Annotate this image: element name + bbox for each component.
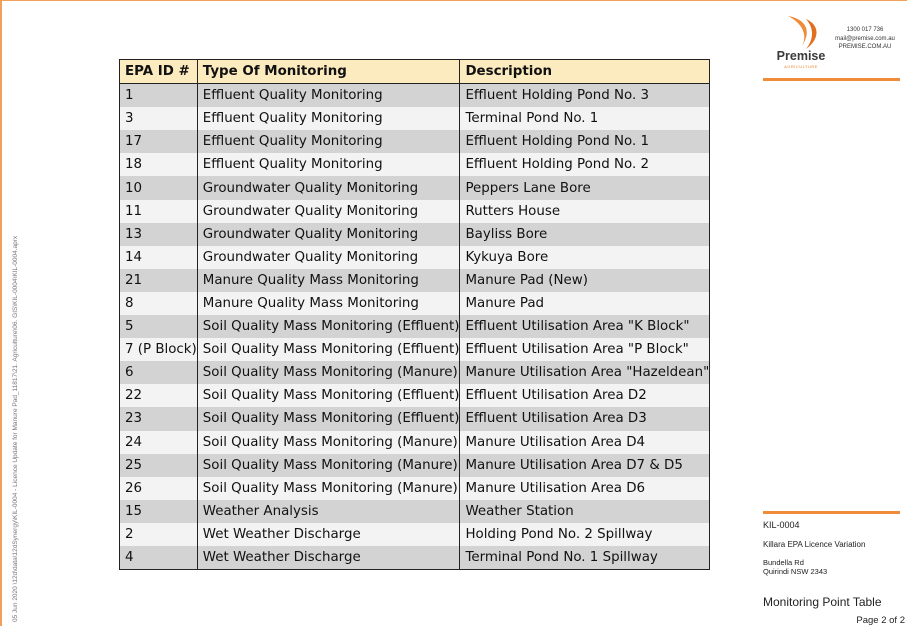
cell-type-of-monitoring: Soil Quality Mass Monitoring (Manure) (197, 477, 460, 500)
cell-epa-id: 3 (120, 107, 198, 130)
cell-description: Weather Station (460, 500, 710, 523)
cell-epa-id: 23 (120, 407, 198, 430)
monitoring-point-table (119, 59, 710, 570)
logo-sub-text: AGRICULTURE (784, 64, 818, 69)
table-row (120, 246, 710, 269)
cell-type-of-monitoring: Effluent Quality Monitoring (197, 130, 460, 153)
table-row (120, 500, 710, 523)
cell-type-of-monitoring: Soil Quality Mass Monitoring (Effluent) (197, 338, 460, 361)
cell-description: Manure Utilisation Area D7 & D5 (460, 454, 710, 477)
table-row (120, 84, 710, 108)
header-description: Description (460, 60, 710, 84)
table-row (120, 384, 710, 407)
cell-epa-id: 25 (120, 454, 198, 477)
contact-web: PREMISE.COM.AU (838, 44, 892, 50)
info-divider (763, 511, 900, 514)
table-row (120, 454, 710, 477)
logo-brand-text: Premise (776, 49, 826, 63)
cell-epa-id: 22 (120, 384, 198, 407)
table-row (120, 477, 710, 500)
cell-epa-id: 26 (120, 477, 198, 500)
cell-description: Manure Utilisation Area "Hazeldean" (460, 361, 710, 384)
cell-epa-id: 24 (120, 431, 198, 454)
table-header-row (120, 60, 710, 84)
cell-description: Bayliss Bore (460, 223, 710, 246)
contact-block (826, 26, 904, 52)
cell-description: Rutters House (460, 200, 710, 223)
table-row (120, 523, 710, 546)
cell-type-of-monitoring: Wet Weather Discharge (197, 546, 460, 570)
cell-description: Effluent Utilisation Area "P Block" (460, 338, 710, 361)
cell-type-of-monitoring: Soil Quality Mass Monitoring (Manure) (197, 361, 460, 384)
project-code: KIL-0004 (763, 520, 800, 530)
cell-type-of-monitoring: Effluent Quality Monitoring (197, 84, 460, 108)
cell-type-of-monitoring: Soil Quality Mass Monitoring (Manure) (197, 431, 460, 454)
cell-description: Effluent Utilisation Area "K Block" (460, 315, 710, 338)
table-row (120, 407, 710, 430)
table-row (120, 223, 710, 246)
cell-type-of-monitoring: Groundwater Quality Monitoring (197, 246, 460, 269)
table-row (120, 431, 710, 454)
table-row (120, 315, 710, 338)
cell-description: Effluent Holding Pond No. 2 (460, 153, 710, 176)
table-row (120, 361, 710, 384)
cell-epa-id: 6 (120, 361, 198, 384)
cell-description: Kykuya Bore (460, 246, 710, 269)
cell-type-of-monitoring: Manure Quality Mass Monitoring (197, 292, 460, 315)
cell-description: Terminal Pond No. 1 (460, 107, 710, 130)
cell-description: Effluent Utilisation Area D2 (460, 384, 710, 407)
cell-epa-id: 2 (120, 523, 198, 546)
cell-epa-id: 15 (120, 500, 198, 523)
table-row (120, 338, 710, 361)
address-line-1: Bundella Rd (763, 558, 804, 567)
cell-description: Terminal Pond No. 1 Spillway (460, 546, 710, 570)
cell-epa-id: 11 (120, 200, 198, 223)
page-number: Page 2 of 2 (856, 615, 905, 626)
cell-epa-id: 13 (120, 223, 198, 246)
cell-epa-id: 21 (120, 269, 198, 292)
cell-type-of-monitoring: Groundwater Quality Monitoring (197, 200, 460, 223)
cell-type-of-monitoring: Soil Quality Mass Monitoring (Manure) (197, 454, 460, 477)
table-row (120, 269, 710, 292)
cell-epa-id: 17 (120, 130, 198, 153)
cell-type-of-monitoring: Effluent Quality Monitoring (197, 153, 460, 176)
cell-epa-id: 1 (120, 84, 198, 108)
cell-type-of-monitoring: Groundwater Quality Monitoring (197, 223, 460, 246)
table-row (120, 153, 710, 176)
cell-type-of-monitoring: Wet Weather Discharge (197, 523, 460, 546)
cell-epa-id: 7 (P Block) (120, 338, 198, 361)
contact-phone: 1300 017 736 (846, 27, 884, 33)
cell-description: Holding Pond No. 2 Spillway (460, 523, 710, 546)
cell-description: Effluent Holding Pond No. 3 (460, 84, 710, 108)
project-name: Killara EPA Licence Variation (763, 540, 866, 549)
cell-description: Manure Utilisation Area D6 (460, 477, 710, 500)
table-row (120, 176, 710, 199)
cell-description: Effluent Holding Pond No. 1 (460, 130, 710, 153)
header-divider (763, 78, 900, 81)
cell-type-of-monitoring: Effluent Quality Monitoring (197, 107, 460, 130)
top-border (0, 0, 907, 1)
cell-description: Peppers Lane Bore (460, 176, 710, 199)
address-line-2: Quirindi NSW 2343 (763, 567, 828, 576)
cell-epa-id: 5 (120, 315, 198, 338)
cell-epa-id: 18 (120, 153, 198, 176)
left-border (0, 0, 2, 626)
table-row (120, 546, 710, 570)
cell-type-of-monitoring: Manure Quality Mass Monitoring (197, 269, 460, 292)
cell-type-of-monitoring: Soil Quality Mass Monitoring (Effluent) (197, 384, 460, 407)
cell-description: Manure Pad (New) (460, 269, 710, 292)
header-epa-id: EPA ID # (120, 60, 198, 84)
cell-description: Effluent Utilisation Area D3 (460, 407, 710, 430)
contact-email: mail@premise.com.au (835, 35, 895, 42)
table-row (120, 292, 710, 315)
cell-type-of-monitoring: Soil Quality Mass Monitoring (Effluent) (197, 315, 460, 338)
cell-epa-id: 8 (120, 292, 198, 315)
sheet-title: Monitoring Point Table (763, 595, 882, 609)
cell-type-of-monitoring: Groundwater Quality Monitoring (197, 176, 460, 199)
cell-epa-id: 4 (120, 546, 198, 570)
cell-type-of-monitoring: Soil Quality Mass Monitoring (Effluent) (197, 407, 460, 430)
cell-epa-id: 10 (120, 176, 198, 199)
cell-type-of-monitoring: Weather Analysis (197, 500, 460, 523)
cell-description: Manure Pad (460, 292, 710, 315)
table-row (120, 200, 710, 223)
file-path-label: 05 Jun 2020 \12d\data\12dSynergy\KIL-0004 - Licence Update for Manure Pad_11817\21. Agriculture\06. GIS\KIL-0004\KIL-0004.aprx (12, 235, 19, 622)
cell-epa-id: 14 (120, 246, 198, 269)
table-row (120, 130, 710, 153)
table-row (120, 107, 710, 130)
cell-description: Manure Utilisation Area D4 (460, 431, 710, 454)
header-type-of-monitoring: Type Of Monitoring (197, 60, 460, 84)
